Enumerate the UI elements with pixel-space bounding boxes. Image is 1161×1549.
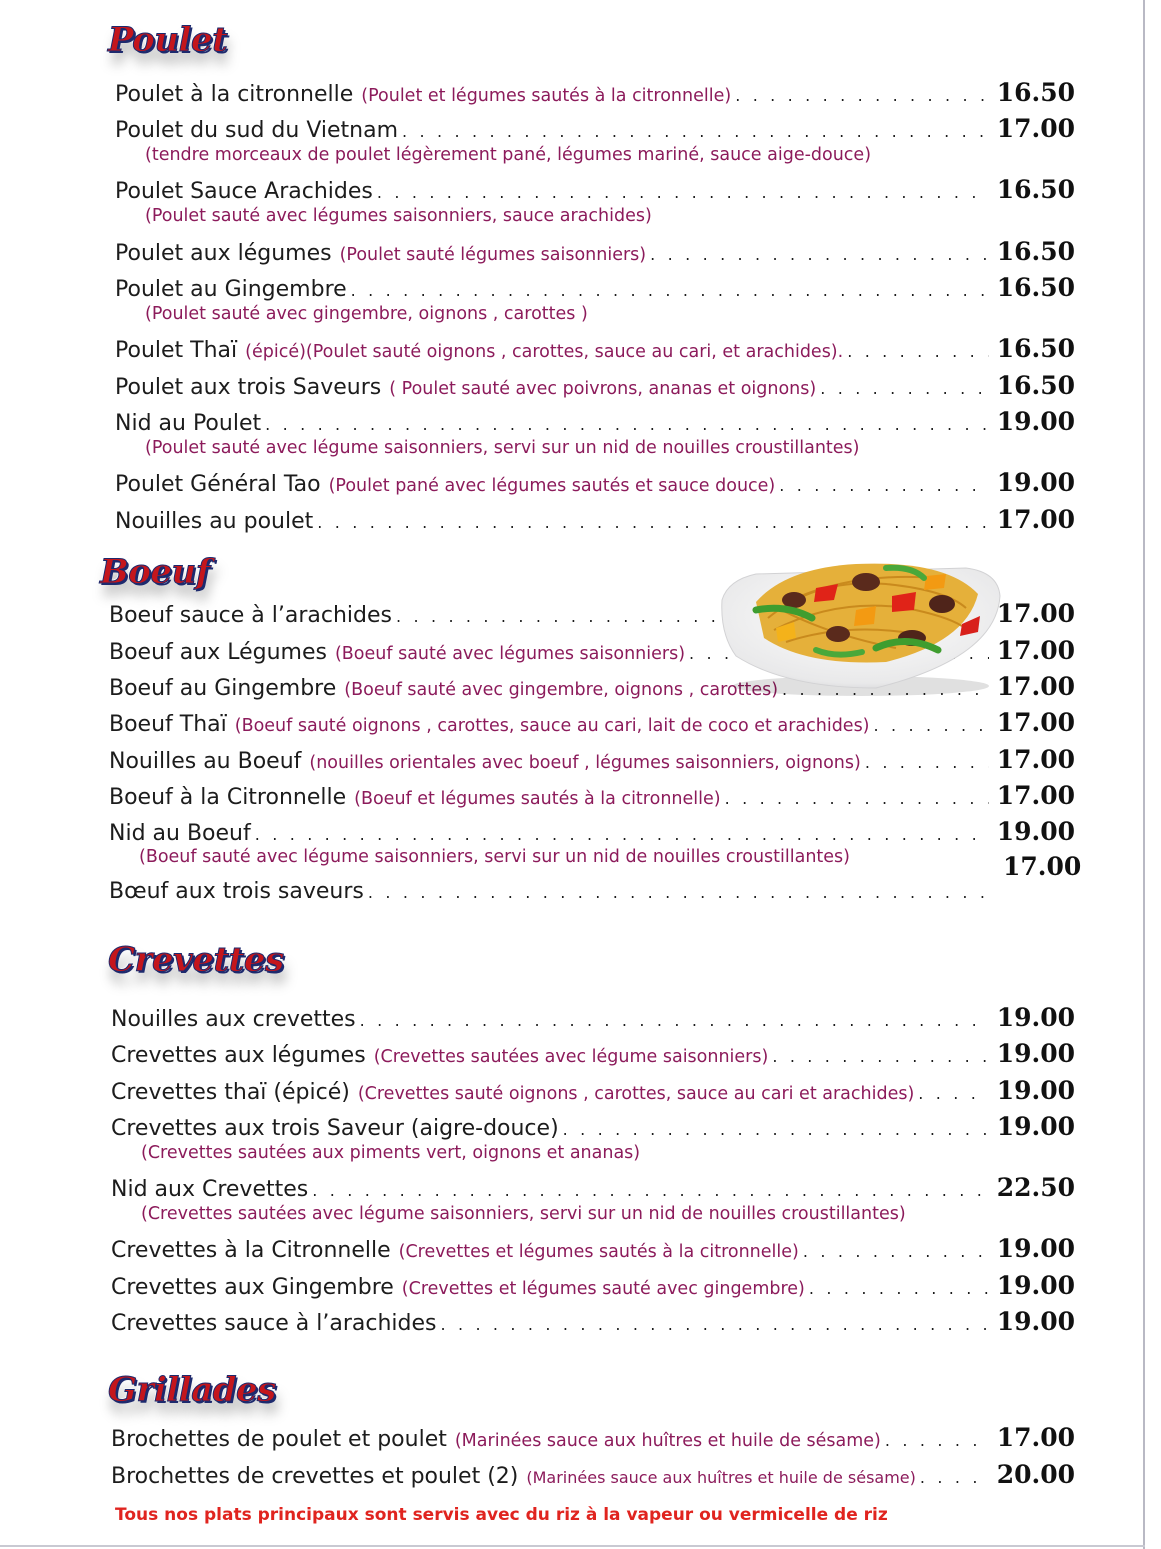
dot-leader — [847, 342, 989, 361]
menu-item-poulet-thai — [115, 334, 1075, 363]
item-price: 19.00 — [996, 817, 1075, 846]
dot-leader — [351, 281, 989, 300]
menu-item-nid-poulet — [115, 407, 1075, 436]
menu-item-nouilles-crevettes — [111, 1003, 1075, 1032]
section-title-grillades: Grillades — [108, 1370, 276, 1410]
dot-leader — [725, 789, 989, 808]
section-title-boeuf: Boeuf — [100, 552, 210, 592]
footer-note: Tous nos plats principaux sont servis avec du riz à la vapeur ou vermicelle de riz — [115, 1505, 888, 1525]
item-name: Brochettes de poulet et poulet — [111, 1427, 447, 1452]
item-name: Boeuf aux Légumes — [109, 640, 327, 665]
item-description: (Poulet sauté avec légume saisonniers, servi sur un nid de nouilles croustillantes) — [145, 438, 860, 458]
item-price: 17.00 — [996, 745, 1075, 774]
item-name: Crevettes sauce à l’arachides — [111, 1311, 437, 1336]
item-name: Brochettes de crevettes et poulet (2) — [111, 1464, 519, 1489]
dot-leader — [360, 1011, 989, 1030]
dot-leader — [772, 1047, 988, 1066]
dot-leader — [368, 883, 995, 902]
item-description: (nouilles orientales avec boeuf , légumes saisonniers, oignons) — [309, 753, 861, 773]
item-name: Crevettes aux trois Saveur (aigre-douce) — [111, 1116, 559, 1141]
item-price: 19.00 — [996, 1076, 1075, 1105]
item-price: 19.00 — [996, 1234, 1075, 1263]
item-name: Nouilles au poulet — [115, 509, 314, 534]
item-price: 19.00 — [996, 1271, 1075, 1300]
item-name: Boeuf au Gingembre — [109, 676, 337, 701]
menu-item-nouilles-boeuf — [109, 745, 1075, 774]
item-name: Boeuf Thaï — [109, 712, 227, 737]
menu-item-boeuf-citronnelle — [109, 781, 1075, 810]
menu-item-crevettes-gingembre — [111, 1271, 1075, 1300]
menu-item-boeuf-thai — [109, 708, 1075, 737]
dot-leader — [735, 86, 989, 105]
dot-leader — [440, 1315, 988, 1334]
dot-leader — [874, 716, 989, 735]
item-description: (Poulet pané avec légumes sautés et sauce douce) — [328, 476, 776, 496]
menu-item-poulet-gingembre — [115, 273, 1075, 302]
item-description: (Boeuf et légumes sautés à la citronnelle) — [354, 789, 721, 809]
item-name: Poulet aux légumes — [115, 241, 332, 266]
item-name: Nid aux Crevettes — [111, 1177, 309, 1202]
menu-item-crevettes-arachides — [111, 1307, 1075, 1336]
item-description: (Crevettes et légumes sauté avec gingembre) — [401, 1279, 805, 1299]
item-price: 20.00 — [996, 1460, 1075, 1489]
dot-leader — [563, 1120, 989, 1139]
item-name: Crevettes aux Gingembre — [111, 1275, 394, 1300]
menu-item-nid-boeuf — [109, 817, 1075, 846]
dot-leader — [820, 379, 988, 398]
item-name: Boeuf sauce à l’arachides — [109, 603, 392, 628]
item-price: 17.00 — [996, 672, 1075, 701]
item-price: 17.00 — [996, 636, 1075, 665]
item-name: Crevettes thaï (épicé) — [111, 1080, 350, 1105]
item-description: (Poulet sauté avec légumes saisonniers, sauce arachides) — [145, 206, 652, 226]
item-name: Poulet aux trois Saveurs — [115, 375, 382, 400]
dot-leader — [265, 415, 989, 434]
section-title-poulet: Poulet — [108, 20, 228, 60]
menu-item-crevettes-legumes — [111, 1039, 1075, 1068]
item-price: 17.00 — [996, 505, 1075, 534]
item-price: 17.00 — [996, 1423, 1075, 1452]
item-name: Nid au Poulet — [115, 411, 262, 436]
item-description: (tendre morceaux de poulet légèrement pané, légumes mariné, sauce aige-douce) — [145, 145, 872, 165]
item-description: (Boeuf sauté avec gingembre, oignons , carottes) — [344, 680, 779, 700]
item-description: (Crevettes sautées avec légume saisonniers, servi sur un nid de nouilles croustillantes) — [141, 1204, 906, 1224]
menu-item-poulet-citronnelle — [115, 78, 1075, 107]
menu-item-poulet-general-tao — [115, 468, 1075, 497]
dot-leader — [255, 825, 989, 844]
menu-item-crevettes-citronnelle — [111, 1234, 1075, 1263]
dot-leader — [779, 476, 988, 495]
item-description: (Boeuf sauté avec légume saisonniers, servi sur un nid de nouilles croustillantes) — [139, 847, 850, 867]
item-description: (Marinées sauce aux huîtres et huile de sésame) — [454, 1431, 881, 1451]
page-bottom-edge — [0, 1545, 1145, 1547]
dot-leader — [918, 1084, 988, 1103]
dot-leader — [920, 1468, 989, 1487]
item-price: 19.00 — [996, 1112, 1075, 1141]
page-edge — [1143, 0, 1145, 1549]
item-price: 19.00 — [996, 468, 1075, 497]
dot-leader — [809, 1279, 989, 1298]
dot-leader — [650, 245, 989, 264]
item-name: Boeuf à la Citronnelle — [109, 785, 347, 810]
item-price: 16.50 — [996, 273, 1075, 302]
menu-item-brochettes-crevettes-poulet — [111, 1460, 1075, 1489]
item-name: Poulet Thaï — [115, 338, 238, 363]
menu-item-poulet-legumes — [115, 237, 1075, 266]
item-description: (Marinées sauce aux huîtres et huile de sésame) — [526, 1468, 916, 1487]
item-name: Nid au Boeuf — [109, 821, 251, 846]
item-name: Crevettes aux légumes — [111, 1043, 366, 1068]
item-description: (Crevettes et légumes sautés à la citronnelle) — [398, 1242, 799, 1262]
item-price: 17.00 — [996, 114, 1075, 143]
item-description: ( Poulet sauté avec poivrons, ananas et oignons) — [389, 379, 817, 399]
item-price: 16.50 — [996, 334, 1075, 363]
item-price: 16.50 — [996, 371, 1075, 400]
item-name: Crevettes à la Citronnelle — [111, 1238, 391, 1263]
menu-item-crevettes-trois-saveur — [111, 1112, 1075, 1141]
menu-item-poulet-sud-vietnam — [115, 114, 1075, 143]
item-name: Poulet Général Tao — [115, 472, 321, 497]
item-description: (Boeuf sauté oignons , carottes, sauce au cari, lait de coco et arachides) — [234, 716, 870, 736]
dot-leader — [377, 183, 989, 202]
menu-item-boeuf-trois-saveurs — [109, 879, 1003, 904]
item-price: 19.00 — [996, 1003, 1075, 1032]
dot-leader — [317, 513, 988, 532]
menu-item-poulet-trois-saveurs — [115, 371, 1075, 400]
item-name: Bœuf aux trois saveurs — [109, 879, 364, 904]
menu-item-brochettes-poulet — [111, 1423, 1075, 1452]
menu-item-crevettes-thai — [111, 1076, 1075, 1105]
dot-leader — [312, 1181, 988, 1200]
item-description: (Poulet sauté légumes saisonniers) — [339, 245, 647, 265]
menu-item-nouilles-poulet — [115, 505, 1075, 534]
item-price: 17.00 — [996, 708, 1075, 737]
item-price: 17.00 — [996, 599, 1075, 628]
item-name: Poulet Sauce Arachides — [115, 179, 373, 204]
item-name: Nouilles aux crevettes — [111, 1007, 356, 1032]
item-description: (Crevettes sautées avec légume saisonniers) — [373, 1047, 769, 1067]
item-description: (Crevettes sauté oignons , carottes, sauce au cari et arachides) — [357, 1084, 915, 1104]
dot-leader — [402, 122, 989, 141]
item-price: 19.00 — [996, 1307, 1075, 1336]
menu-item-poulet-arachides — [115, 175, 1075, 204]
item-price: 16.50 — [996, 175, 1075, 204]
section-title-crevettes: Crevettes — [108, 940, 284, 980]
item-name: Poulet du sud du Vietnam — [115, 118, 399, 143]
dot-leader — [865, 753, 989, 772]
item-description: (Poulet sauté avec gingembre, oignons , carottes ) — [145, 304, 588, 324]
item-price: 17.00 — [1003, 852, 1082, 881]
item-name: Poulet au Gingembre — [115, 277, 347, 302]
dish-photo-noodles — [716, 538, 1002, 698]
item-name: Poulet à la citronnelle — [115, 82, 354, 107]
item-description: (Boeuf sauté avec légumes saisonniers) — [334, 644, 686, 664]
item-price: 19.00 — [996, 1039, 1075, 1068]
item-price: 16.50 — [996, 78, 1075, 107]
item-price: 19.00 — [996, 407, 1075, 436]
item-description: (Poulet et légumes sautés à la citronnelle) — [361, 86, 732, 106]
item-description: (épicé)(Poulet sauté oignons , carottes, sauce au cari, et arachides). — [245, 342, 844, 362]
item-description: (Crevettes sautées aux piments vert, oignons et ananas) — [141, 1143, 641, 1163]
menu-item-nid-crevettes — [111, 1173, 1075, 1202]
dot-leader — [885, 1431, 989, 1450]
dot-leader — [803, 1242, 989, 1261]
item-price: 22.50 — [996, 1173, 1075, 1202]
item-price: 16.50 — [996, 237, 1075, 266]
item-price: 17.00 — [996, 781, 1075, 810]
item-name: Nouilles au Boeuf — [109, 749, 302, 774]
